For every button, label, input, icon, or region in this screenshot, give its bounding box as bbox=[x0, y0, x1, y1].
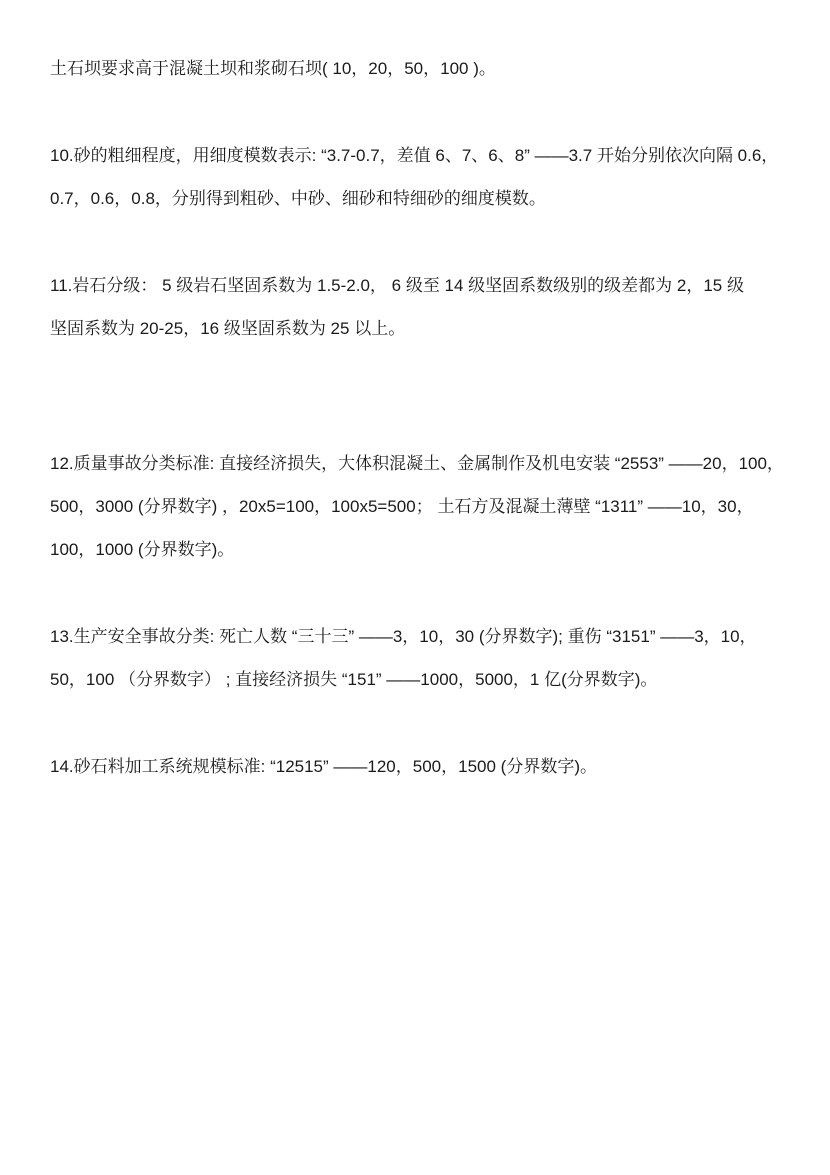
paragraph-item-10-sand-fineness: 10.砂的粗细程度，用细度模数表示: “3.7-0.7，差值 6、7、6、8” ——3.7 开始分别依次向隔 0.6， 0.7，0.6，0.8，分别得到粗砂、中砂、细砂和特细砂的细度模数。 bbox=[50, 146, 779, 208]
paragraph-item-14-sand-gravel-processing-scale: 14.砂石料加工系统规模标准: “12515” ——120，500，1500 (分界数字)。 bbox=[50, 757, 597, 776]
paragraph-item-13-production-safety-accident-classification: 13.生产安全事故分类: 死亡人数 “三十三” ——3，10，30 (分界数字); 重伤 “3151” ——3，10， 50，100 （分界数字） ; 直接经济损失 “151” ——1000，5000，1 亿(分界数字)。 bbox=[50, 627, 757, 689]
paragraph-item-11-rock-grading: 11.岩石分级： 5 级岩石坚固系数为 1.5-2.0， 6 级至 14 级坚固系数级别的级差都为 2，15 级 坚固系数为 20-25，16 级坚固系数为 25 以上。 bbox=[50, 276, 744, 338]
paragraph-item-12-quality-accident-classification: 12.质量事故分类标准: 直接经济损失，大体积混凝土、金属制作及机电安装 “2553” ——20，100， 500，3000 (分界数字) ，20x5=100，100x5=500； 土石方及混凝土薄壁 “1311” ——10，30， 100，1000 (分界数字)。 bbox=[50, 454, 784, 559]
paragraph-dam-height-requirement: 土石坝要求高于混凝土坝和浆砌石坝( 10，20，50，100 )。 bbox=[50, 59, 496, 78]
